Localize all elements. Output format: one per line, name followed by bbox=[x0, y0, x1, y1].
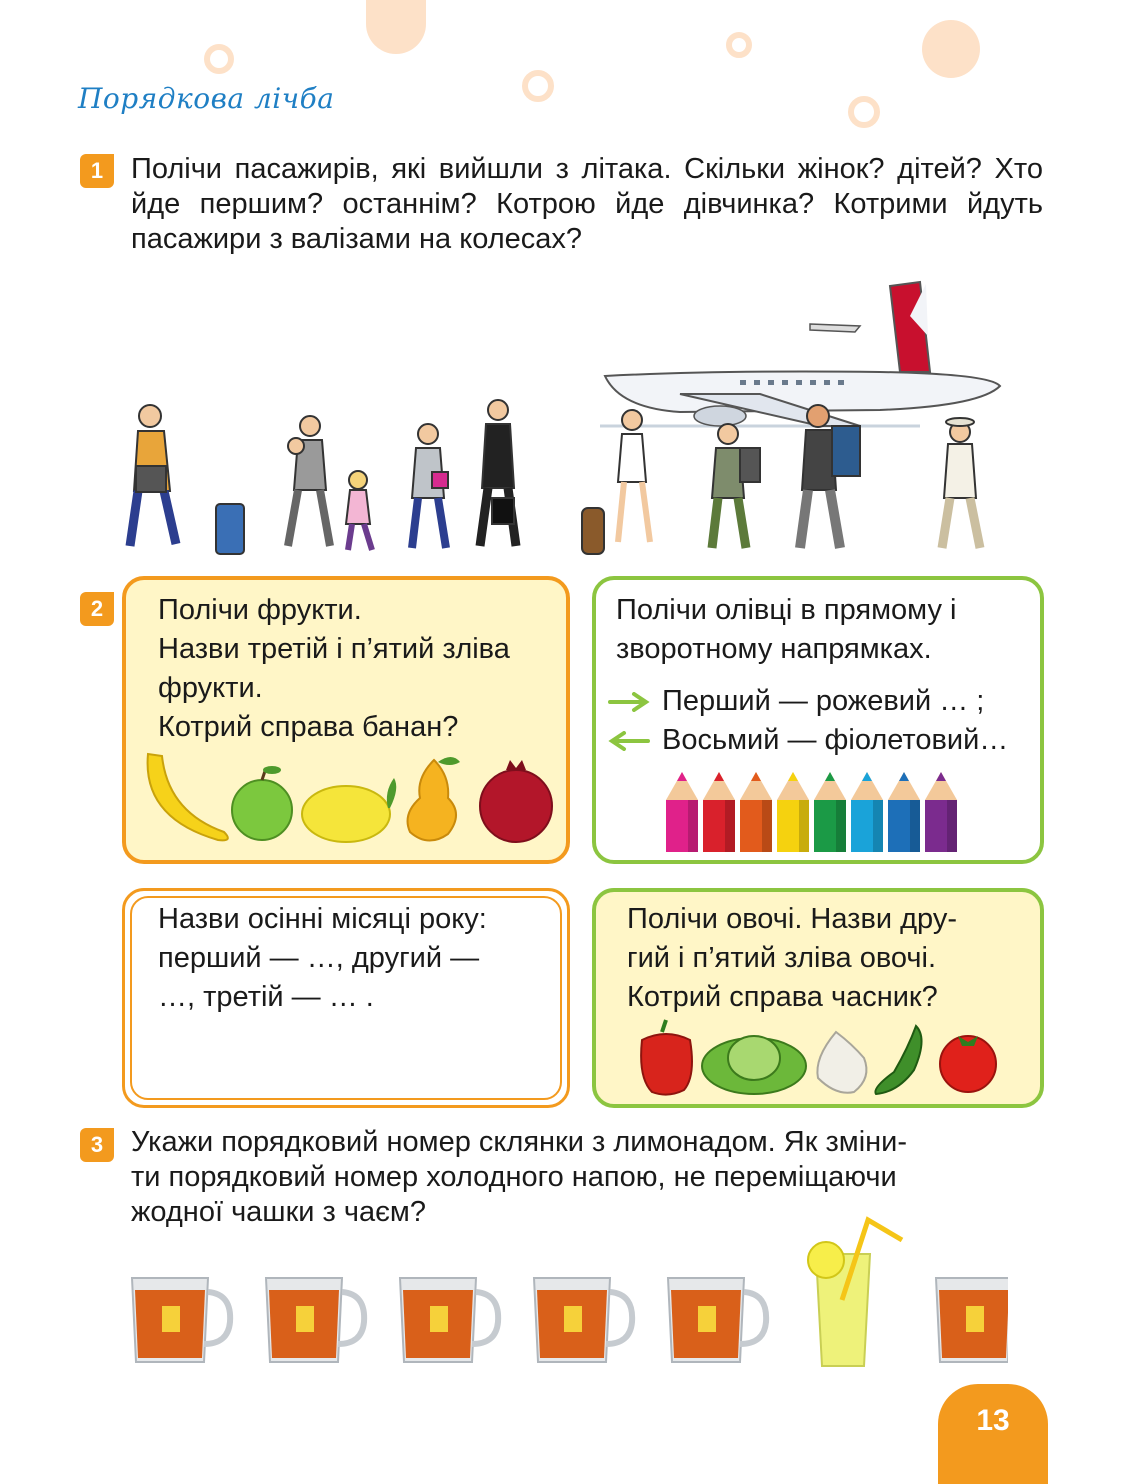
fruits-row bbox=[138, 748, 558, 848]
passenger-man-in-hat bbox=[942, 418, 980, 548]
forward-count-row bbox=[608, 682, 984, 721]
text-line: фрукти. bbox=[158, 672, 263, 704]
forward-count-text: Перший — рожевий … ; bbox=[662, 685, 985, 717]
pencil-icon bbox=[666, 772, 698, 852]
pear-icon bbox=[408, 757, 460, 841]
pomegranate-icon bbox=[480, 760, 552, 842]
pencils-row bbox=[666, 770, 966, 852]
pencil-icon bbox=[703, 772, 735, 852]
decor-circle bbox=[922, 20, 980, 78]
arrow-right-icon bbox=[608, 692, 650, 712]
backward-count-text: Восьмий — фіолетовий… bbox=[662, 724, 1009, 756]
decor-ring bbox=[204, 44, 234, 74]
text-line: Котрий справа часник? bbox=[627, 981, 938, 1013]
text-line: перший — …, другий — bbox=[158, 942, 480, 974]
garlic-icon bbox=[817, 1032, 866, 1093]
tea-cup-icon bbox=[266, 1278, 364, 1362]
text-line: Полічи олівці в прямому і bbox=[616, 594, 957, 626]
text-line: Назви осінні місяці року: bbox=[158, 903, 487, 935]
passenger-girl bbox=[346, 471, 372, 550]
text-line: Полічи овочі. Назви дру- bbox=[627, 903, 958, 935]
pencil-icon bbox=[888, 772, 920, 852]
passenger-woman-with-bag bbox=[412, 424, 448, 548]
banana-icon bbox=[148, 754, 228, 840]
text-line: жодної чашки з чаєм? bbox=[131, 1196, 426, 1228]
vegetables-task-text bbox=[627, 900, 1037, 1017]
tomato-icon bbox=[940, 1036, 996, 1092]
pencils-task-text bbox=[616, 591, 1036, 669]
decor-ring bbox=[522, 70, 554, 102]
text-line: ти порядковий номер холодного напою, не переміщаючи bbox=[131, 1161, 897, 1193]
passenger-woman-with-wheeled-suitcase bbox=[582, 410, 650, 554]
decor-ring bbox=[726, 32, 752, 58]
task-number-badge: 1 bbox=[80, 154, 114, 188]
tea-cup-icon bbox=[534, 1278, 632, 1362]
tea-cup-icon bbox=[668, 1278, 766, 1362]
passenger-man-with-suitcase bbox=[130, 405, 244, 554]
text-line: Котрий справа банан? bbox=[158, 711, 459, 743]
passenger-backpacker-woman bbox=[712, 424, 760, 548]
tea-cup-icon bbox=[936, 1278, 1008, 1362]
pencil-icon bbox=[851, 772, 883, 852]
section-title: Порядкова лічба bbox=[78, 82, 335, 115]
pencil-icon bbox=[777, 772, 809, 852]
airplane-icon bbox=[605, 282, 1000, 426]
task-number-badge: 2 bbox=[80, 592, 114, 626]
airport-passengers-illustration bbox=[120, 276, 1040, 566]
lemon-icon bbox=[302, 778, 396, 842]
passenger-man-in-suit bbox=[480, 400, 516, 546]
red-pepper-icon bbox=[641, 1020, 692, 1095]
tea-cup-icon bbox=[400, 1278, 498, 1362]
cabbage-icon bbox=[702, 1036, 806, 1094]
passenger-woman-with-baby bbox=[288, 416, 330, 546]
cucumber-icon bbox=[875, 1026, 921, 1094]
pencil-icon bbox=[740, 772, 772, 852]
task1-text: Полічи пасажирів, які вийшли з літака. Скільки жінок? дітей? Хто йде першим? останнім? Котрою йде дівчинка? Котрими йдуть пасажири з валізами на колесах? bbox=[131, 153, 1043, 255]
decor-circle bbox=[366, 0, 426, 54]
task-number-badge: 3 bbox=[80, 1128, 114, 1162]
backward-count-row bbox=[608, 721, 1008, 760]
text-line: Назви третій і п’ятий зліва bbox=[158, 633, 510, 665]
tea-cup-icon bbox=[132, 1278, 230, 1362]
text-line: гий і п’ятий зліва овочі. bbox=[627, 942, 937, 974]
cups-row bbox=[128, 1210, 1008, 1380]
green-apple-icon bbox=[232, 766, 292, 840]
decor-ring bbox=[848, 96, 880, 128]
lemonade-glass-icon bbox=[808, 1220, 902, 1366]
fruits-task-text bbox=[158, 591, 558, 747]
pencil-icon bbox=[814, 772, 846, 852]
text-line: …, третій — … . bbox=[158, 981, 374, 1013]
pencil-icon bbox=[925, 772, 957, 852]
page-number: 13 bbox=[938, 1384, 1048, 1484]
text-line: зворотному напрямках. bbox=[616, 633, 932, 665]
months-task-text bbox=[158, 900, 558, 1017]
text-line: Полічи фрукти. bbox=[158, 594, 362, 626]
vegetables-row bbox=[632, 1018, 1012, 1098]
arrow-left-icon bbox=[608, 731, 650, 751]
text-line: Укажи порядковий номер склянки з лимонадом. Як зміни- bbox=[131, 1126, 908, 1158]
